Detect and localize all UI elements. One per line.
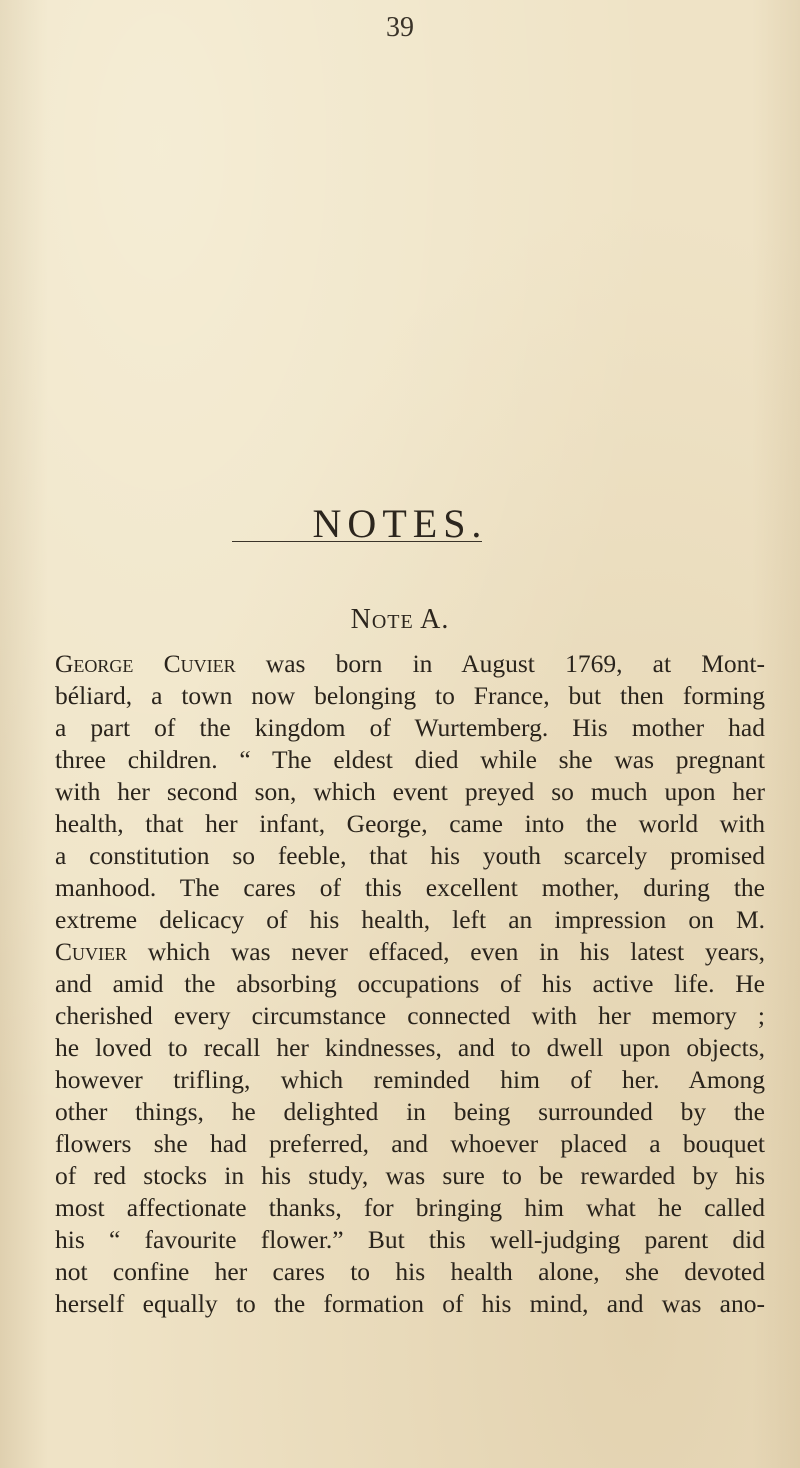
body-line: manhood. The cares of this excellent mother, during the <box>55 873 765 902</box>
note-heading: Note A. <box>350 604 450 635</box>
body-line: cherished every circumstance connected with her memory ; <box>55 1001 765 1030</box>
body-line <box>55 936 765 968</box>
author-name-small-caps: George Cuvier <box>55 649 236 678</box>
page-number: 39 <box>386 12 414 43</box>
body-line: béliard, a town now belonging to France, but then forming <box>55 681 765 710</box>
body-line: a part of the kingdom of Wurtemberg. His mother had <box>55 713 765 742</box>
body-line: a constitution so feeble, that his youth scarcely promised <box>55 841 765 870</box>
body-line: other things, he delighted in being surrounded by the <box>55 1097 765 1126</box>
body-line: health, that her infant, George, came into the world with <box>55 809 765 838</box>
body-line-text: which was never effaced, even in his latest years, <box>127 937 765 966</box>
body-line-text: was born in August 1769, at Mont- <box>235 649 765 678</box>
body-line: flowers she had preferred, and whoever placed a bouquet <box>55 1129 765 1158</box>
body-line: most affectionate thanks, for bringing him what he called <box>55 1193 765 1222</box>
body-line: of red stocks in his study, was sure to be rewarded by his <box>55 1161 765 1190</box>
body-line: herself equally to the formation of his mind, and was ano- <box>55 1289 765 1318</box>
divider-rule <box>232 541 482 542</box>
note-body <box>55 648 765 1320</box>
body-line: with her second son, which event preyed so much upon her <box>55 777 765 806</box>
body-line: extreme delicacy of his health, left an impression on M. <box>55 905 765 934</box>
body-line <box>55 648 765 680</box>
body-line: three children. “ The eldest died while she was pregnant <box>55 745 765 774</box>
body-line: and amid the absorbing occupations of his active life. He <box>55 969 765 998</box>
author-name-small-caps: Cuvier <box>55 937 128 966</box>
body-line: however trifling, which reminded him of her. Among <box>55 1065 765 1094</box>
body-line: he loved to recall her kindnesses, and to dwell upon objects, <box>55 1033 765 1062</box>
section-title: NOTES. <box>312 501 488 546</box>
body-line: not confine her cares to his health alone, she devoted <box>55 1257 765 1286</box>
body-line: his “ favourite flower.” But this well-judging parent did <box>55 1225 765 1254</box>
